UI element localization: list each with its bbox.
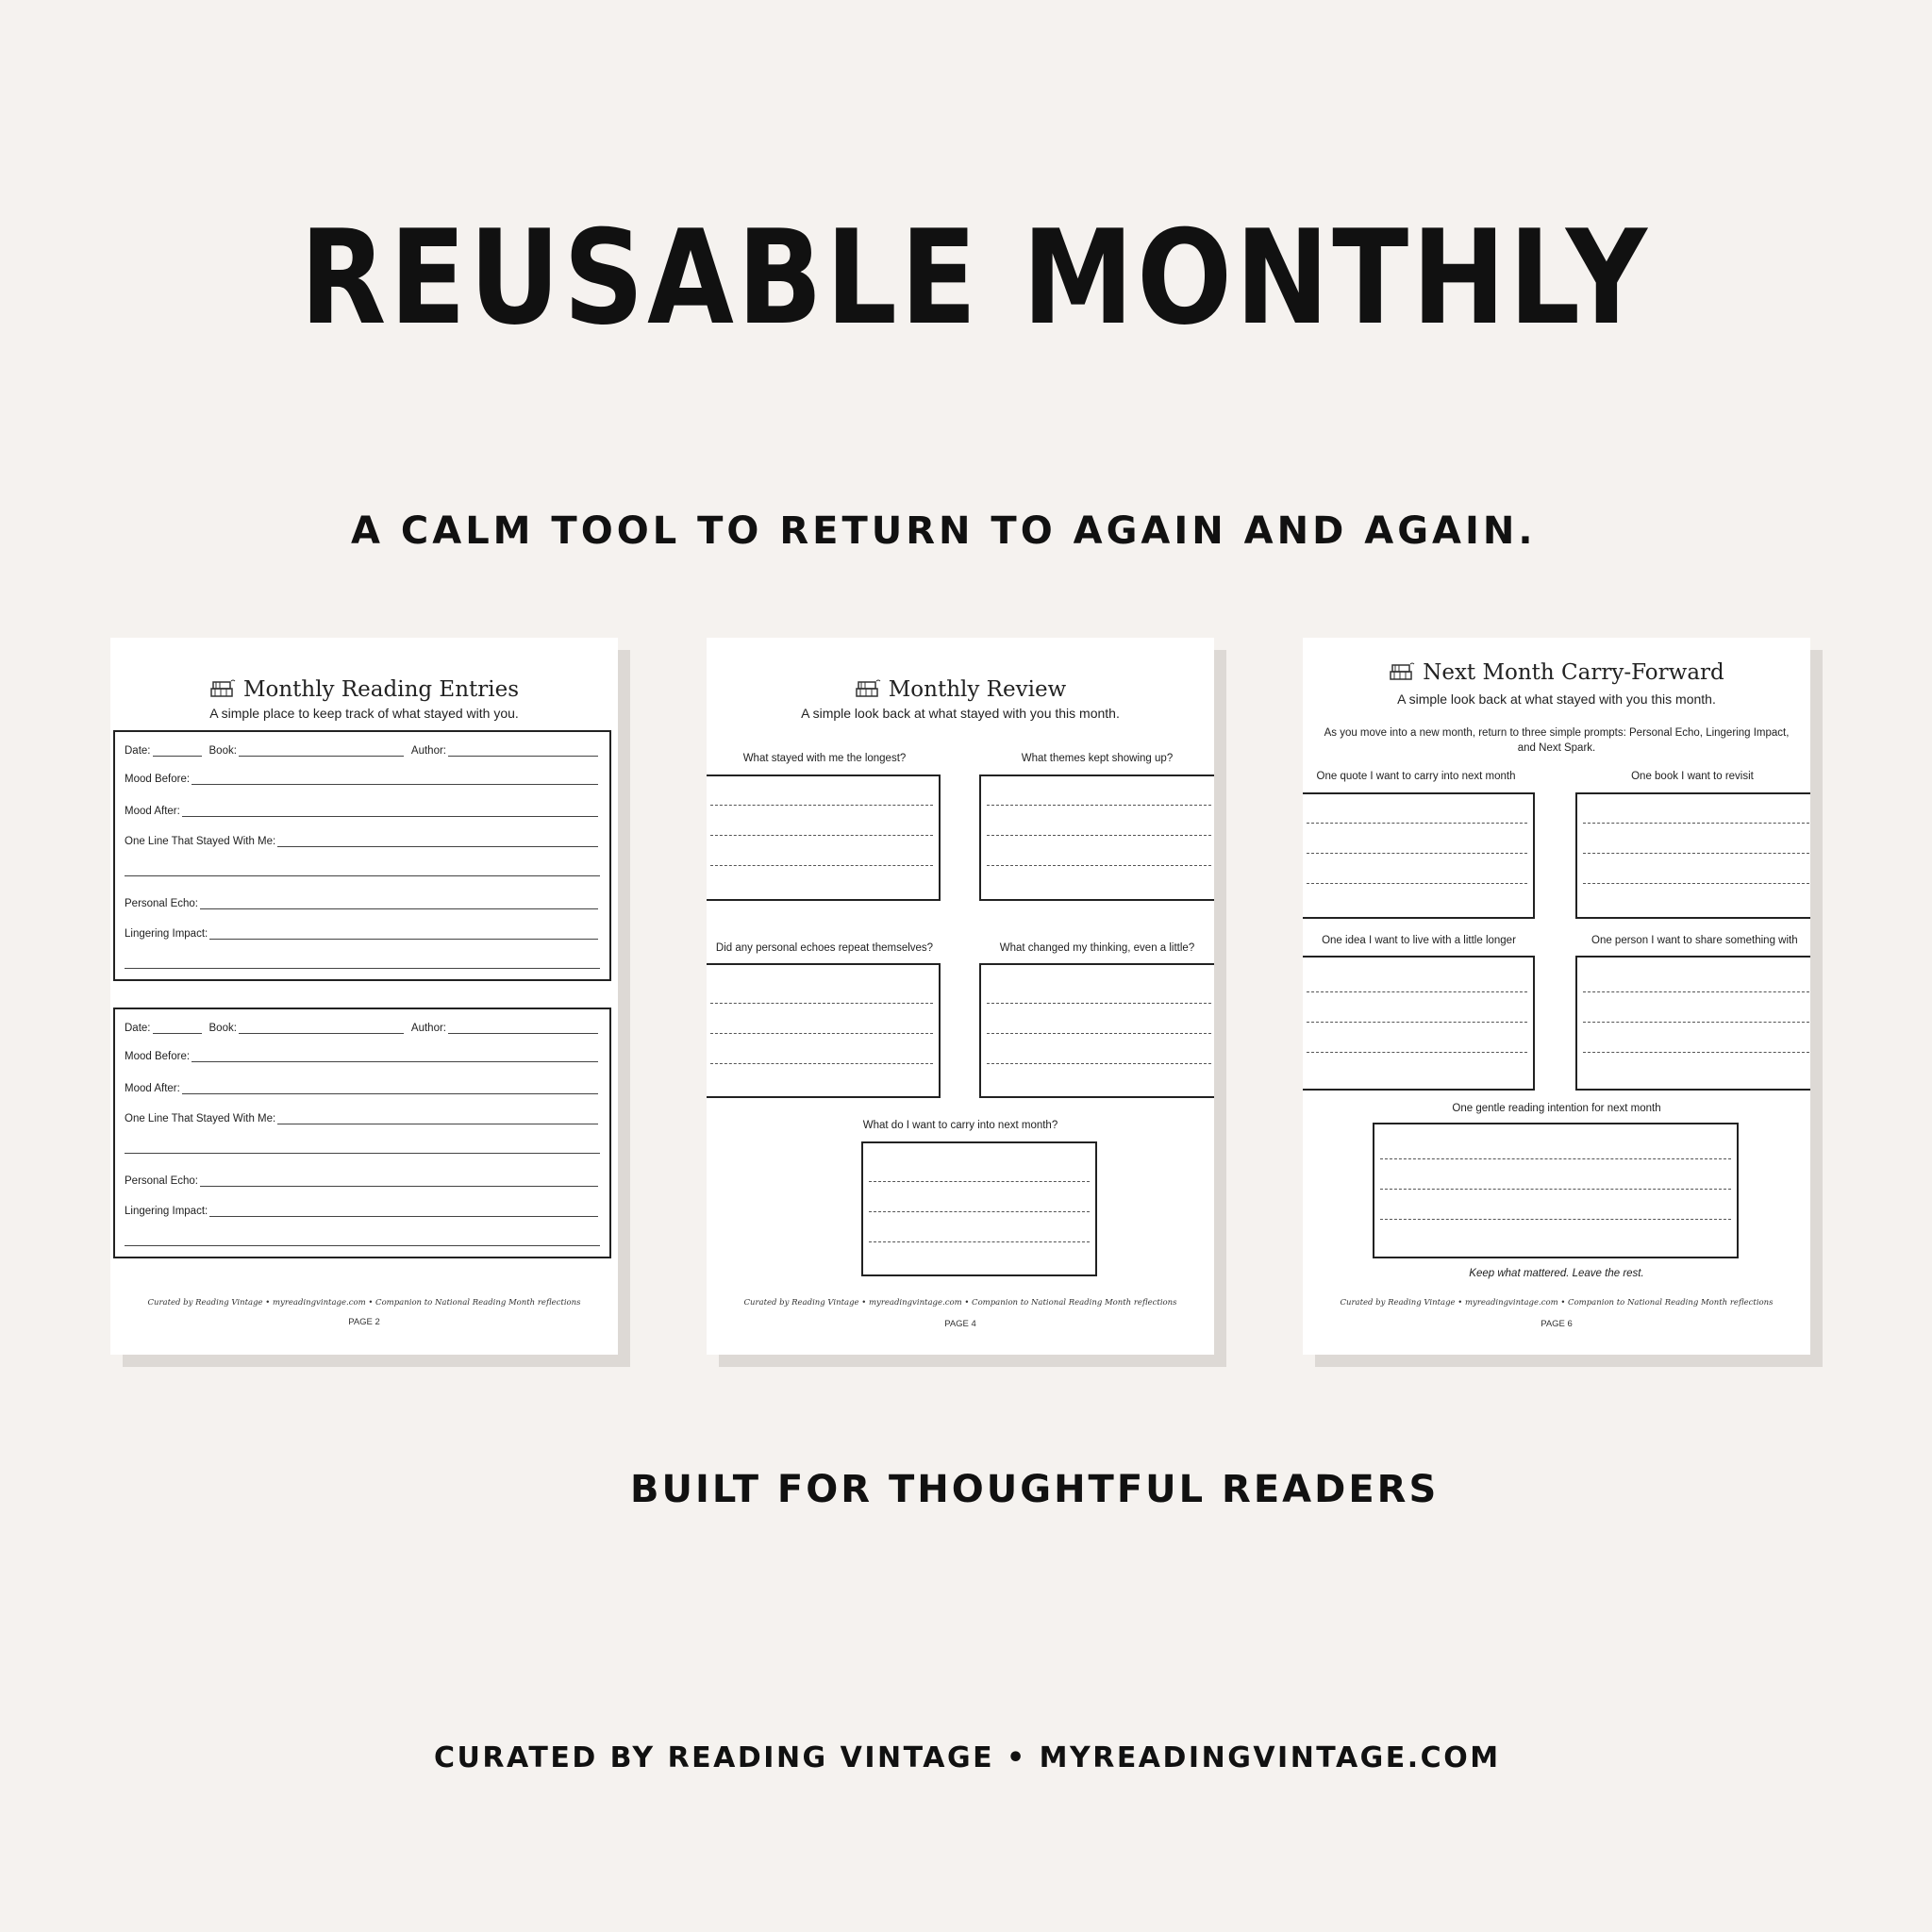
date-line[interactable] (153, 1024, 202, 1034)
dash-line (987, 835, 1211, 836)
mood-before-label: Mood Before: (125, 774, 191, 785)
sheet-title (707, 677, 1214, 702)
credit-line: Curated by Reading Vintage • myreadingvintage.com • Companion to National Reading Month reflections (743, 1298, 1177, 1307)
writing-box[interactable] (979, 774, 1214, 901)
dash-line (1380, 1158, 1731, 1159)
mood-before-row (125, 1051, 600, 1062)
prompt-question: One idea I want to live with a little longer (1322, 935, 1516, 946)
writing-box[interactable] (1303, 792, 1535, 919)
writing-box[interactable] (1373, 1123, 1739, 1258)
dash-line (1380, 1189, 1731, 1190)
writing-box[interactable] (861, 1141, 1097, 1276)
prompt-question: What stayed with me the longest? (742, 753, 907, 764)
mood-before-line[interactable] (192, 1052, 598, 1062)
mood-after-line[interactable] (182, 1084, 598, 1094)
prompt-question: One gentle reading intention for next month (1452, 1103, 1661, 1114)
one-line-row (125, 1113, 600, 1124)
lingering-impact-label: Lingering Impact: (125, 928, 208, 940)
entry-row-date-book-author (125, 745, 600, 757)
mood-before-line[interactable] (192, 774, 598, 785)
dash-line (1583, 991, 1809, 992)
sheet-monthly-review (707, 638, 1214, 1355)
prompt-question: One person I want to share something with (1591, 935, 1798, 946)
mood-after-row (125, 806, 600, 817)
dash-line (869, 1211, 1090, 1212)
book-stack-icon (855, 677, 881, 698)
book-label: Book: (208, 745, 237, 757)
blank-line[interactable] (125, 1153, 600, 1154)
dash-line (987, 865, 1211, 866)
sheet-title (1303, 660, 1810, 685)
lingering-impact-row (125, 1206, 600, 1217)
dash-line (869, 1241, 1090, 1242)
writing-box[interactable] (1303, 956, 1535, 1091)
mood-before-row (125, 774, 600, 785)
lingering-impact-line[interactable] (209, 1207, 598, 1217)
writing-box[interactable] (979, 963, 1214, 1098)
dash-line (1307, 1052, 1527, 1053)
entry-box (113, 1008, 611, 1258)
prompt-question: One quote I want to carry into next month (1316, 771, 1516, 782)
sheet-page (1303, 638, 1810, 1355)
dash-line (710, 1063, 933, 1064)
curated-footer: CURATED BY READING VINTAGE • MYREADINGVINTAGE.COM (434, 1741, 1501, 1774)
dash-line (1583, 823, 1809, 824)
lingering-impact-row (125, 928, 600, 940)
mood-after-line[interactable] (182, 807, 598, 817)
sheet-title-text: Monthly Review (888, 677, 1067, 702)
dash-line (1307, 991, 1527, 992)
mood-after-row (125, 1083, 600, 1094)
sheet-subtitle: A simple look back at what stayed with you this month. (1397, 691, 1716, 707)
dash-line (1307, 883, 1527, 884)
dash-line (1380, 1219, 1731, 1220)
book-line[interactable] (239, 1024, 404, 1034)
book-stack-icon (1389, 660, 1415, 681)
prompt-question: One book I want to revisit (1631, 771, 1754, 782)
tagline: A CALM TOOL TO RETURN TO AGAIN AND AGAIN. (351, 509, 1537, 553)
intro-line: and Next Spark. (1517, 742, 1596, 755)
built-for-readers: BUILT FOR THOUGHTFUL READERS (630, 1468, 1440, 1511)
sheet-next-month-carry-forward (1303, 638, 1810, 1355)
sheet-monthly-reading-entries (110, 638, 618, 1355)
dash-line (710, 835, 933, 836)
prompt-question: What do I want to carry into next month? (862, 1120, 1058, 1131)
lingering-impact-line[interactable] (209, 929, 598, 940)
dash-line (987, 1033, 1211, 1034)
dash-line (1583, 883, 1809, 884)
mood-after-label: Mood After: (125, 806, 180, 817)
book-label: Book: (208, 1023, 237, 1034)
author-line[interactable] (448, 746, 598, 757)
entry-row-date-book-author (125, 1023, 600, 1034)
prompt-question: What changed my thinking, even a little? (999, 942, 1195, 954)
book-line[interactable] (239, 746, 404, 757)
writing-box[interactable] (707, 774, 941, 901)
credit-line: Curated by Reading Vintage • myreadingvintage.com • Companion to National Reading Month reflections (1340, 1298, 1774, 1307)
page-number: PAGE 4 (944, 1319, 976, 1329)
dash-line (1307, 1022, 1527, 1023)
sheet-title (110, 677, 618, 702)
book-stack-icon (209, 677, 236, 698)
personal-echo-line[interactable] (200, 1176, 598, 1187)
author-line[interactable] (448, 1024, 598, 1034)
sheet-title-text: Monthly Reading Entries (242, 677, 520, 702)
dash-line (1583, 1022, 1809, 1023)
dash-line (710, 865, 933, 866)
dash-line (869, 1181, 1090, 1182)
dash-line (710, 1033, 933, 1034)
one-line-label: One Line That Stayed With Me: (125, 1113, 276, 1124)
personal-echo-row (125, 1175, 600, 1187)
dash-line (1583, 853, 1809, 854)
entry-box (113, 730, 611, 981)
sheet-subtitle: A simple look back at what stayed with you this month. (801, 706, 1120, 721)
sheet-subtitle: A simple place to keep track of what stayed with you. (209, 706, 519, 721)
blank-line[interactable] (125, 875, 600, 876)
dash-line (710, 805, 933, 806)
one-line-label: One Line That Stayed With Me: (125, 836, 276, 847)
dash-line (987, 805, 1211, 806)
sheet-page (707, 638, 1214, 1355)
personal-echo-label: Personal Echo: (125, 898, 198, 909)
intro-line: As you move into a new month, return to three simple prompts: Personal Echo, Lingering Impact, (1324, 727, 1790, 739)
writing-box[interactable] (1575, 956, 1810, 1091)
date-line[interactable] (153, 746, 202, 757)
page-number: PAGE 2 (348, 1317, 380, 1327)
writing-box[interactable] (707, 963, 941, 1098)
headline: REUSABLE MONTHLY (300, 202, 1651, 354)
personal-echo-row (125, 898, 600, 909)
mood-after-label: Mood After: (125, 1083, 180, 1094)
credit-line: Curated by Reading Vintage • myreadingvintage.com • Companion to National Reading Month reflections (147, 1298, 581, 1307)
closing-note: Keep what mattered. Leave the rest. (1469, 1268, 1644, 1279)
mood-before-label: Mood Before: (125, 1051, 191, 1062)
prompt-question: Did any personal echoes repeat themselves? (715, 942, 934, 954)
author-label: Author: (410, 1023, 446, 1034)
dash-line (710, 1003, 933, 1004)
dash-line (987, 1063, 1211, 1064)
sheet-title-text: Next Month Carry-Forward (1423, 660, 1724, 685)
prompt-question: What themes kept showing up? (1021, 753, 1174, 764)
intro-text (1303, 725, 1810, 756)
lingering-impact-label: Lingering Impact: (125, 1206, 208, 1217)
author-label: Author: (410, 745, 446, 757)
one-line-line[interactable] (277, 837, 598, 847)
dash-line (1307, 853, 1527, 854)
one-line-row (125, 836, 600, 847)
date-label: Date: (125, 1023, 151, 1034)
blank-line[interactable] (125, 968, 600, 969)
one-line-line[interactable] (277, 1114, 598, 1124)
writing-box[interactable] (1575, 792, 1810, 919)
dash-line (1583, 1052, 1809, 1053)
blank-line[interactable] (125, 1245, 600, 1246)
dash-line (1307, 823, 1527, 824)
date-label: Date: (125, 745, 151, 757)
page-number: PAGE 6 (1541, 1319, 1573, 1329)
dash-line (987, 1003, 1211, 1004)
sheet-page (110, 638, 618, 1355)
personal-echo-label: Personal Echo: (125, 1175, 198, 1187)
personal-echo-line[interactable] (200, 899, 598, 909)
